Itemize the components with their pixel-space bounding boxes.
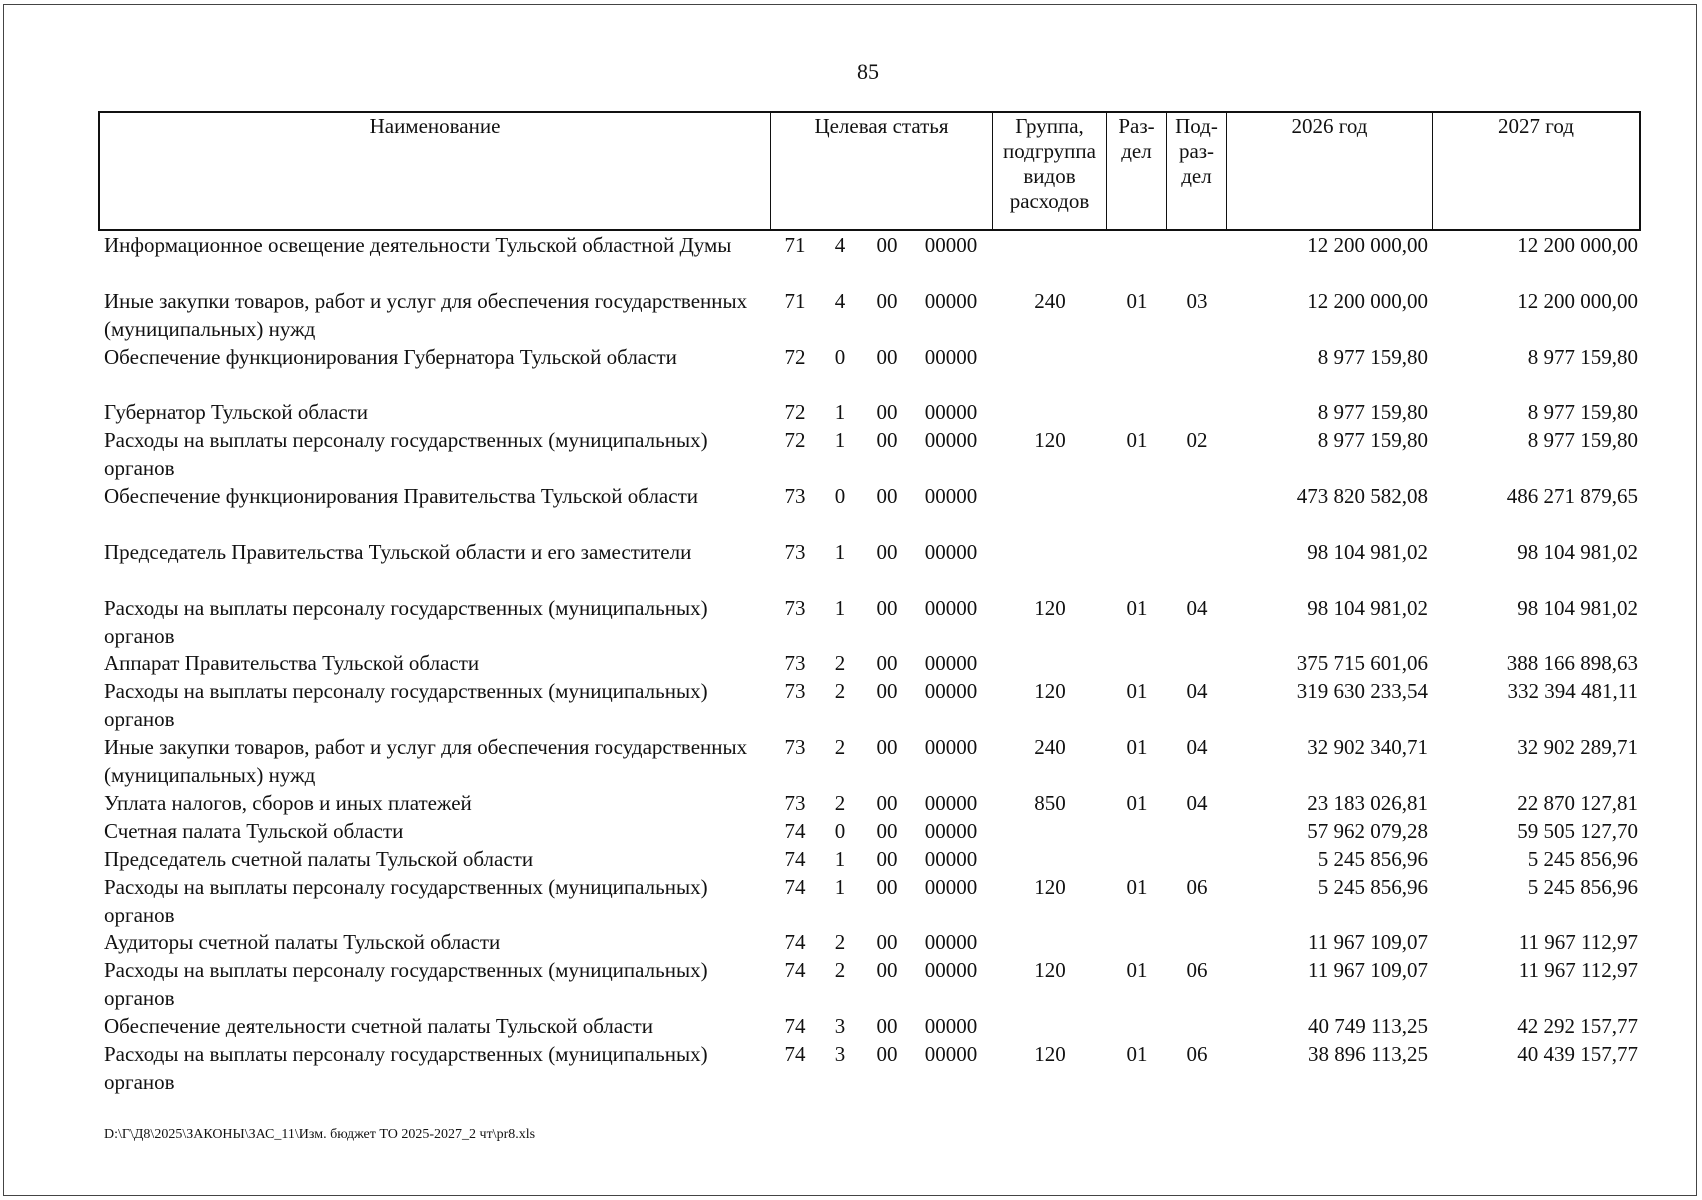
amount-2026: 375 715 601,06 — [1296, 651, 1428, 676]
target-code-expense: 00000 — [924, 790, 978, 815]
target-code-expense: 00000 — [924, 344, 978, 369]
target-code-expense: 00000 — [924, 1014, 978, 1039]
section: 01 — [1126, 874, 1148, 899]
table-header — [98, 111, 1641, 231]
target-code-program: 72 — [784, 400, 806, 425]
target-code-expense: 00000 — [924, 1042, 978, 1066]
amount-2026: 5 245 856,96 — [1317, 846, 1428, 871]
row-name: Расходы на выплаты персоналу государственных (муниципальных) органов — [104, 428, 708, 481]
table-row — [98, 1041, 1641, 1097]
target-code-direction: 00 — [876, 539, 898, 564]
target-code-expense: 00000 — [924, 846, 978, 871]
row-name: Расходы на выплаты персоналу государственных (муниципальных) органов — [104, 958, 708, 1011]
target-code-subprogram: 2 — [834, 790, 846, 815]
target-code-subprogram: 1 — [834, 874, 846, 899]
table-row — [98, 650, 1641, 678]
expense-group: 240 — [1034, 735, 1066, 760]
section: 01 — [1126, 790, 1148, 815]
row-name: Иные закупки товаров, работ и услуг для обеспечения государственных (муниципальных) нужд — [104, 735, 748, 788]
target-code-subprogram: 2 — [834, 958, 846, 983]
amount-2026: 5 245 856,96 — [1317, 874, 1428, 899]
target-code-direction: 00 — [876, 233, 898, 257]
target-code-expense: 00000 — [924, 651, 978, 676]
table-row — [98, 1013, 1641, 1041]
target-code-program: 73 — [784, 651, 806, 676]
section: 01 — [1126, 595, 1148, 620]
subsection: 06 — [1186, 958, 1208, 983]
target-code-subprogram: 1 — [834, 539, 846, 564]
target-code-subprogram: 0 — [834, 484, 846, 509]
amount-2026: 57 962 079,28 — [1307, 818, 1428, 843]
row-name: Председатель счетной палаты Тульской области — [104, 846, 534, 871]
target-code-program: 74 — [784, 818, 806, 843]
amount-2027: 98 104 981,02 — [1517, 595, 1638, 620]
table-row — [98, 539, 1641, 595]
expense-group: 120 — [1034, 1042, 1066, 1066]
target-code-expense: 00000 — [924, 595, 978, 620]
file-path-footer: D:\Г\Д8\2025\ЗАКОНЫ\ЗАС_11\Изм. бюджет ТО 2025-2027_2 чт\pr8.xls — [104, 1127, 536, 1142]
target-code-expense: 00000 — [924, 288, 978, 313]
table-row — [98, 483, 1641, 539]
table-row — [98, 344, 1641, 400]
target-code-subprogram: 1 — [834, 595, 846, 620]
target-code-expense: 00000 — [924, 484, 978, 509]
row-name: Обеспечение функционирования Губернатора Тульской области — [104, 344, 677, 369]
amount-2026: 98 104 981,02 — [1307, 595, 1428, 620]
target-code-direction: 00 — [876, 790, 898, 815]
target-code-subprogram: 4 — [834, 233, 846, 257]
amount-2027: 332 394 481,11 — [1507, 679, 1638, 704]
row-name: Иные закупки товаров, работ и услуг для обеспечения государственных (муниципальных) нужд — [104, 288, 748, 341]
target-code-subprogram: 4 — [834, 288, 846, 313]
target-code-direction: 00 — [876, 344, 898, 369]
target-code-expense: 00000 — [924, 958, 978, 983]
target-code-program: 74 — [784, 958, 806, 983]
target-code-direction: 00 — [876, 428, 898, 453]
target-code-subprogram: 3 — [834, 1014, 846, 1039]
table-row — [98, 427, 1641, 483]
header-name: Наименование — [100, 113, 771, 229]
target-code-direction: 00 — [876, 400, 898, 425]
row-name: Расходы на выплаты персоналу государственных (муниципальных) органов — [104, 1042, 708, 1094]
target-code-direction: 00 — [876, 818, 898, 843]
amount-2027: 388 166 898,63 — [1506, 651, 1638, 676]
amount-2027: 40 439 157,77 — [1517, 1042, 1638, 1066]
target-code-program: 71 — [784, 233, 806, 257]
table-row — [98, 790, 1641, 818]
target-code-program: 74 — [784, 1014, 806, 1039]
target-code-subprogram: 2 — [834, 735, 846, 760]
target-code-program: 73 — [784, 595, 806, 620]
amount-2026: 8 977 159,80 — [1317, 344, 1428, 369]
row-name: Аппарат Правительства Тульской области — [104, 651, 480, 676]
amount-2026: 11 967 109,07 — [1308, 958, 1428, 983]
target-code-expense: 00000 — [924, 735, 978, 760]
table-row — [98, 818, 1641, 846]
row-name: Обеспечение функционирования Правительства Тульской области — [104, 484, 698, 509]
amount-2027: 5 245 856,96 — [1527, 874, 1638, 899]
target-code-expense: 00000 — [924, 233, 978, 257]
amount-2026: 12 200 000,00 — [1307, 288, 1428, 313]
target-code-subprogram: 0 — [834, 344, 846, 369]
amount-2027: 8 977 159,80 — [1527, 400, 1638, 425]
target-code-program: 74 — [784, 846, 806, 871]
expense-group: 850 — [1034, 790, 1066, 815]
row-name: Информационное освещение деятельности Тульской областной Думы — [104, 233, 732, 257]
subsection: 03 — [1186, 288, 1208, 313]
target-code-direction: 00 — [876, 1042, 898, 1066]
table-row — [98, 232, 1641, 288]
target-code-expense: 00000 — [924, 930, 978, 955]
target-code-subprogram: 1 — [834, 428, 846, 453]
amount-2027: 11 967 112,97 — [1518, 930, 1638, 955]
target-code-expense: 00000 — [924, 428, 978, 453]
amount-2026: 98 104 981,02 — [1307, 539, 1428, 564]
amount-2027: 486 271 879,65 — [1506, 484, 1638, 509]
target-code-direction: 00 — [876, 930, 898, 955]
table-row — [98, 929, 1641, 957]
amount-2026: 473 820 582,08 — [1296, 484, 1428, 509]
target-code-subprogram: 2 — [834, 930, 846, 955]
target-code-program: 74 — [784, 874, 806, 899]
target-code-program: 72 — [784, 428, 806, 453]
subsection: 02 — [1186, 428, 1208, 453]
subsection: 04 — [1186, 679, 1208, 704]
target-code-direction: 00 — [876, 735, 898, 760]
target-code-direction: 00 — [876, 484, 898, 509]
target-code-program: 72 — [784, 344, 806, 369]
header-year-2026: 2026 год — [1227, 113, 1433, 229]
expense-group: 120 — [1034, 874, 1066, 899]
target-code-program: 73 — [784, 539, 806, 564]
section: 01 — [1126, 735, 1148, 760]
target-code-expense: 00000 — [924, 400, 978, 425]
target-code-program: 73 — [784, 790, 806, 815]
target-code-direction: 00 — [876, 288, 898, 313]
amount-2027: 32 902 289,71 — [1517, 735, 1638, 760]
target-code-expense: 00000 — [924, 818, 978, 843]
row-name: Расходы на выплаты персоналу государственных (муниципальных) органов — [104, 874, 708, 927]
amount-2027: 5 245 856,96 — [1527, 846, 1638, 871]
amount-2026: 319 630 233,54 — [1296, 679, 1428, 704]
target-code-direction: 00 — [876, 595, 898, 620]
target-code-expense: 00000 — [924, 539, 978, 564]
amount-2026: 8 977 159,80 — [1317, 400, 1428, 425]
expense-group: 120 — [1034, 958, 1066, 983]
amount-2026: 38 896 113,25 — [1308, 1042, 1428, 1066]
subsection: 06 — [1186, 1042, 1208, 1066]
target-code-program: 74 — [784, 1042, 806, 1066]
target-code-expense: 00000 — [924, 874, 978, 899]
target-code-direction: 00 — [876, 846, 898, 871]
table-row — [98, 595, 1641, 651]
row-name: Председатель Правительства Тульской области и его заместители — [104, 539, 692, 564]
target-code-subprogram: 3 — [834, 1042, 846, 1066]
target-code-expense: 00000 — [924, 679, 978, 704]
header-expense-group: Группа, подгруппа видов расходов — [993, 113, 1107, 229]
table-row — [98, 957, 1641, 1013]
section: 01 — [1126, 679, 1148, 704]
target-code-subprogram: 0 — [834, 818, 846, 843]
table-row — [98, 288, 1641, 344]
section: 01 — [1126, 1042, 1148, 1066]
target-code-subprogram: 1 — [834, 846, 846, 871]
target-code-program: 73 — [784, 484, 806, 509]
amount-2026: 40 749 113,25 — [1308, 1014, 1428, 1039]
section: 01 — [1126, 428, 1148, 453]
section: 01 — [1126, 288, 1148, 313]
header-section: Раз- дел — [1107, 113, 1167, 229]
amount-2027: 11 967 112,97 — [1518, 958, 1638, 983]
section: 01 — [1126, 958, 1148, 983]
amount-2026: 8 977 159,80 — [1317, 428, 1428, 453]
page-number: 85 — [857, 59, 879, 84]
target-code-direction: 00 — [876, 958, 898, 983]
table-row — [98, 874, 1641, 930]
expense-group: 120 — [1034, 595, 1066, 620]
header-year-2027: 2027 год — [1498, 114, 1574, 138]
row-name: Губернатор Тульской области — [104, 400, 369, 425]
target-code-subprogram: 2 — [834, 651, 846, 676]
table-row — [98, 678, 1641, 734]
table-body — [98, 232, 1641, 1097]
target-code-subprogram: 1 — [834, 400, 846, 425]
row-name: Счетная палата Тульской области — [104, 818, 404, 843]
row-name: Обеспечение деятельности счетной палаты Тульской области — [104, 1014, 653, 1039]
target-code-direction: 00 — [876, 679, 898, 704]
amount-2027: 42 292 157,77 — [1517, 1014, 1638, 1039]
amount-2026: 11 967 109,07 — [1308, 930, 1428, 955]
target-code-direction: 00 — [876, 651, 898, 676]
header-target-code: Целевая статья — [771, 113, 993, 229]
target-code-subprogram: 2 — [834, 679, 846, 704]
expense-group: 120 — [1034, 428, 1066, 453]
target-code-program: 73 — [784, 679, 806, 704]
target-code-direction: 00 — [876, 1014, 898, 1039]
amount-2027: 12 200 000,00 — [1517, 233, 1638, 257]
subsection: 06 — [1186, 874, 1208, 899]
amount-2027: 8 977 159,80 — [1527, 428, 1638, 453]
subsection: 04 — [1186, 595, 1208, 620]
expense-group: 120 — [1034, 679, 1066, 704]
amount-2026: 32 902 340,71 — [1307, 735, 1428, 760]
target-code-program: 73 — [784, 735, 806, 760]
amount-2027: 98 104 981,02 — [1517, 539, 1638, 564]
subsection: 04 — [1186, 735, 1208, 760]
table-row — [98, 399, 1641, 427]
row-name: Аудиторы счетной палаты Тульской области — [104, 930, 501, 955]
amount-2026: 12 200 000,00 — [1307, 233, 1428, 257]
subsection: 04 — [1186, 790, 1208, 815]
row-name: Расходы на выплаты персоналу государственных (муниципальных) органов — [104, 679, 708, 732]
amount-2027: 59 505 127,70 — [1517, 818, 1638, 843]
amount-2027: 12 200 000,00 — [1517, 288, 1638, 313]
expense-group: 240 — [1034, 288, 1066, 313]
amount-2027: 22 870 127,81 — [1517, 790, 1638, 815]
header-subsection: Под- раз- дел — [1167, 113, 1227, 229]
table-row — [98, 734, 1641, 790]
row-name: Уплата налогов, сборов и иных платежей — [104, 790, 472, 815]
target-code-direction: 00 — [876, 874, 898, 899]
table-row — [98, 846, 1641, 874]
amount-2027: 8 977 159,80 — [1527, 344, 1638, 369]
target-code-program: 74 — [784, 930, 806, 955]
row-name: Расходы на выплаты персоналу государственных (муниципальных) органов — [104, 595, 708, 648]
amount-2026: 23 183 026,81 — [1307, 790, 1428, 815]
target-code-program: 71 — [784, 288, 806, 313]
